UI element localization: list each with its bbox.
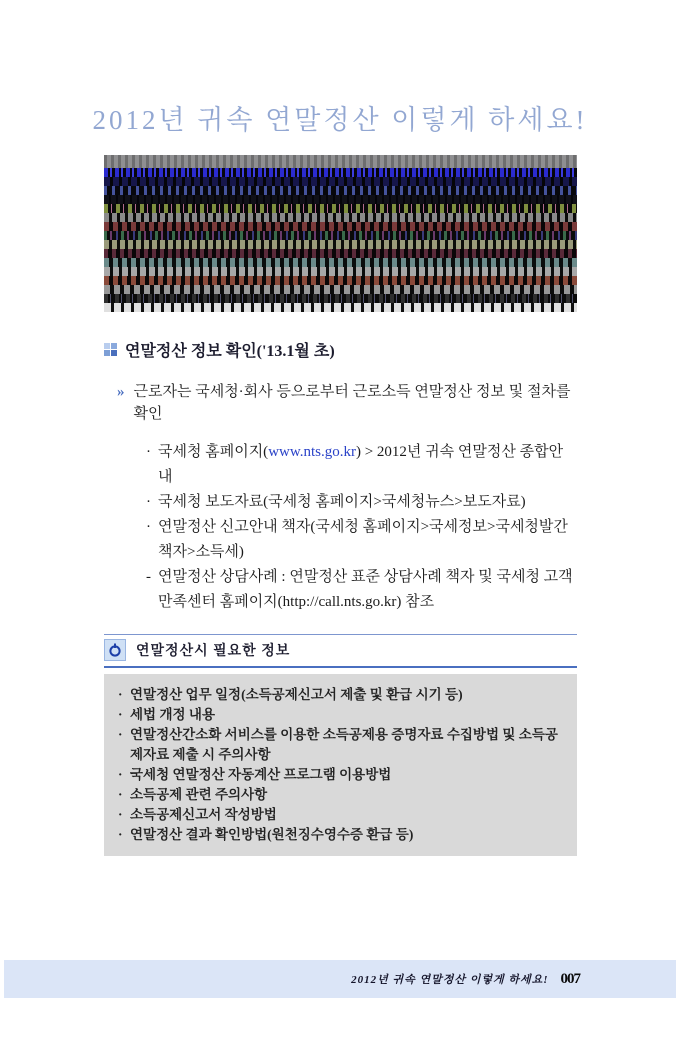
list-item-text: 국세청 보도자료(국세청 홈페이지>국세청뉴스>보도자료) (158, 494, 526, 510)
bullet-marker: · (118, 727, 123, 742)
info-bullet (118, 685, 565, 705)
info-bullet (118, 705, 565, 725)
section-header-label: 연말정산시 필요한 정보 (136, 644, 291, 659)
info-bullet (118, 725, 565, 765)
list-item-text (158, 440, 577, 490)
blue-squares-icon (104, 343, 117, 356)
content-area (104, 338, 577, 856)
info-bullet (118, 765, 565, 785)
info-bullet-text: 국세청 연말정산 자동계산 프로그램 이용방법 (130, 767, 392, 782)
bullet-marker: · (146, 494, 151, 510)
bullet-marker: · (118, 767, 123, 782)
info-bullet-text: 연말정산간소화 서비스를 이용한 소득공제용 증명자료 수집방법 및 소득공제자료 제출 시 주의사항 (130, 727, 558, 762)
bullet-marker: · (118, 707, 123, 722)
section-header-required-info (104, 634, 577, 668)
bullet-marker: · (118, 787, 123, 802)
list-item (146, 565, 577, 615)
lead-text: 근로자는 국세청·회사 등으로부터 근로소득 연말정산 정보 및 절차를 확인 (133, 384, 571, 422)
bullet-marker: · (118, 807, 123, 822)
nts-homepage-link[interactable]: www.nts.go.kr (268, 444, 356, 460)
info-bullet (118, 785, 565, 805)
footer-bar (4, 960, 676, 998)
lead-paragraph (117, 381, 577, 425)
page-title: 2012년 귀속 연말정산 이렇게 하세요! (92, 105, 588, 135)
info-source-list (146, 440, 577, 615)
list-item (146, 440, 577, 490)
list-item-text: 연말정산 신고안내 책자(국세청 홈페이지>국세정보>국세청발간 책자>소득세) (158, 519, 568, 560)
info-bullet (118, 825, 565, 845)
text-before-link: 국세청 홈페이지( (158, 444, 269, 460)
info-bullet-text: 연말정산 업무 일정(소득공제신고서 제출 및 환급 시기 등) (130, 687, 463, 702)
power-icon (104, 639, 126, 661)
info-bullet-text: 소득공제신고서 작성방법 (130, 807, 277, 822)
info-bullet-text: 세법 개정 내용 (130, 707, 215, 722)
bullet-marker: · (146, 519, 151, 535)
list-item (146, 515, 577, 565)
banner-noise-top (104, 155, 577, 168)
bullet-marker: · (118, 687, 123, 702)
bullet-marker: · (118, 827, 123, 842)
required-info-box (104, 674, 577, 856)
double-chevron-icon: » (117, 384, 125, 400)
document-page (0, 98, 680, 1060)
list-item-text: 연말정산 상담사례 : 연말정산 표준 상담사례 책자 및 국세청 고객만족센터 홈페이지(http://call.nts.go.kr) 참조 (158, 569, 573, 610)
info-bullet-text: 연말정산 결과 확인방법(원천징수영수증 환급 등) (130, 827, 414, 842)
text-after-link: ) > 2012년 귀속 연말정산 종합안내 (158, 444, 564, 485)
banner-image (104, 155, 577, 312)
section-heading-info-check (104, 338, 577, 361)
list-item (146, 490, 577, 515)
section-heading-label: 연말정산 정보 확인('13.1월 초) (125, 343, 335, 360)
dash-marker: - (146, 569, 151, 585)
footer-running-title: 2012년 귀속 연말정산 이렇게 하세요! (351, 974, 549, 986)
info-bullet-text: 소득공제 관련 주의사항 (130, 787, 268, 802)
info-bullet (118, 805, 565, 825)
bullet-marker: · (146, 444, 151, 460)
footer-page-number: 007 (560, 970, 580, 987)
